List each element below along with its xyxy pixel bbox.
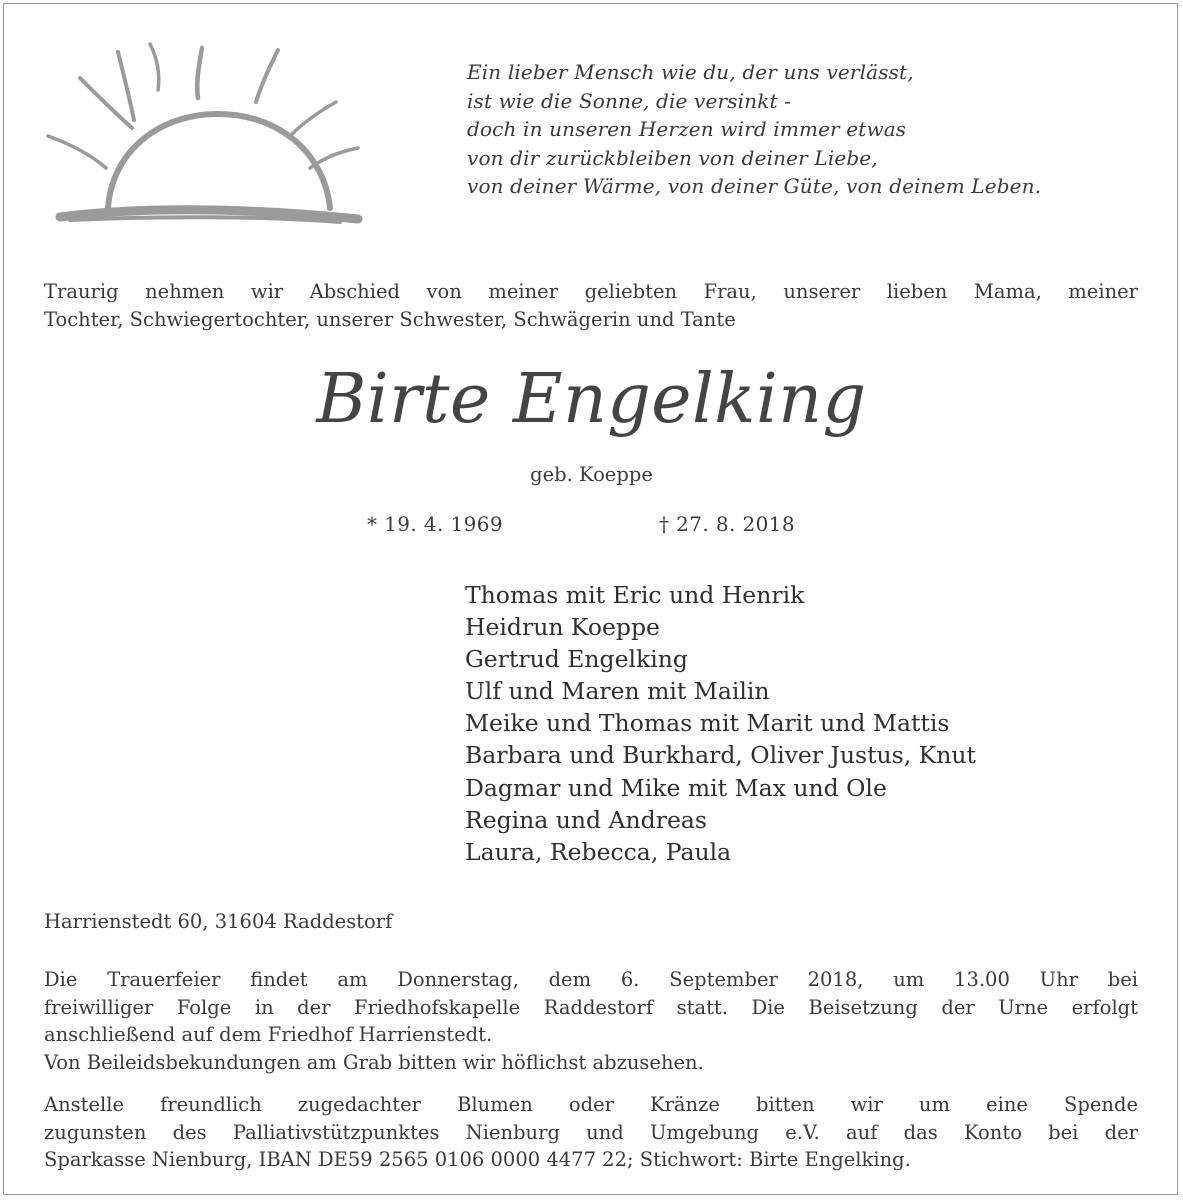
setting-sun-icon	[40, 40, 370, 235]
mourner-entry: Regina und Andreas	[465, 805, 707, 834]
donation-line: zugunsten des Palliativstützpunktes Nienburg und Umgebung e.V. auf das Konto bei der	[44, 1120, 1138, 1144]
donation-line: Sparkasse Nienburg, IBAN DE59 2565 0106 0000 4477 22; Stichwort: Birte Engelking.	[44, 1148, 911, 1171]
mourner-entry: Gertrud Engelking	[465, 645, 688, 674]
service-line: Die Trauerfeier findet am Donnerstag, dem 6. September 2018, um 13.00 Uhr bei	[44, 968, 1138, 991]
mourners-list	[465, 579, 976, 868]
birth-date: * 19. 4. 1969	[367, 512, 504, 536]
mourner-entry: Heidrun Koeppe	[465, 613, 660, 642]
mourner-entry: Laura, Rebecca, Paula	[465, 837, 732, 866]
service-line: anschließend auf dem Friedhof Harrienstedt.	[44, 1023, 493, 1046]
service-line: freiwilliger Folge in der Friedhofskapelle Raddestorf statt. Die Beisetzung der Urne erfolgt	[44, 995, 1138, 1019]
memorial-poem	[467, 58, 1157, 201]
birth-name: geb. Koeppe	[530, 463, 653, 486]
donation-line: Anstelle freundlich zugedachter Blumen oder Kränze bitten wir um eine Spende	[44, 1093, 1138, 1116]
intro-line: Traurig nehmen wir Abschied von meiner geliebten Frau, unserer lieben Mama, meiner	[44, 280, 1138, 303]
mourner-entry: Barbara und Burkhard, Oliver Justus, Knut	[465, 741, 976, 770]
deceased-name: Birte Engelking	[316, 360, 867, 439]
funeral-service-info	[44, 966, 1138, 1076]
poem-line: Ein lieber Mensch wie du, der uns verlässt,	[467, 60, 914, 84]
donation-request	[44, 1091, 1138, 1174]
mourner-entry: Meike und Thomas mit Marit und Mattis	[465, 709, 950, 738]
service-line: Von Beileidsbekundungen am Grab bitten wir höflichst abzusehen.	[44, 1050, 704, 1074]
mourner-entry: Ulf und Maren mit Mailin	[465, 677, 770, 706]
mourner-entry: Dagmar und Mike mit Max und Ole	[465, 773, 887, 802]
death-date: † 27. 8. 2018	[659, 512, 796, 536]
mourner-entry: Thomas mit Eric und Henrik	[465, 581, 805, 609]
poem-line: doch in unseren Herzen wird immer etwas	[467, 117, 907, 142]
family-address: Harrienstedt 60, 31604 Raddestorf	[44, 910, 393, 933]
farewell-intro	[44, 278, 1138, 334]
poem-line: von dir zurückbleiben von deiner Liebe,	[467, 145, 878, 170]
poem-line: ist wie die Sonne, die versinkt -	[467, 88, 792, 113]
intro-line: Tochter, Schwiegertochter, unserer Schwester, Schwägerin und Tante	[44, 308, 736, 331]
poem-line: von deiner Wärme, von deiner Güte, von deinem Leben.	[467, 174, 1042, 199]
